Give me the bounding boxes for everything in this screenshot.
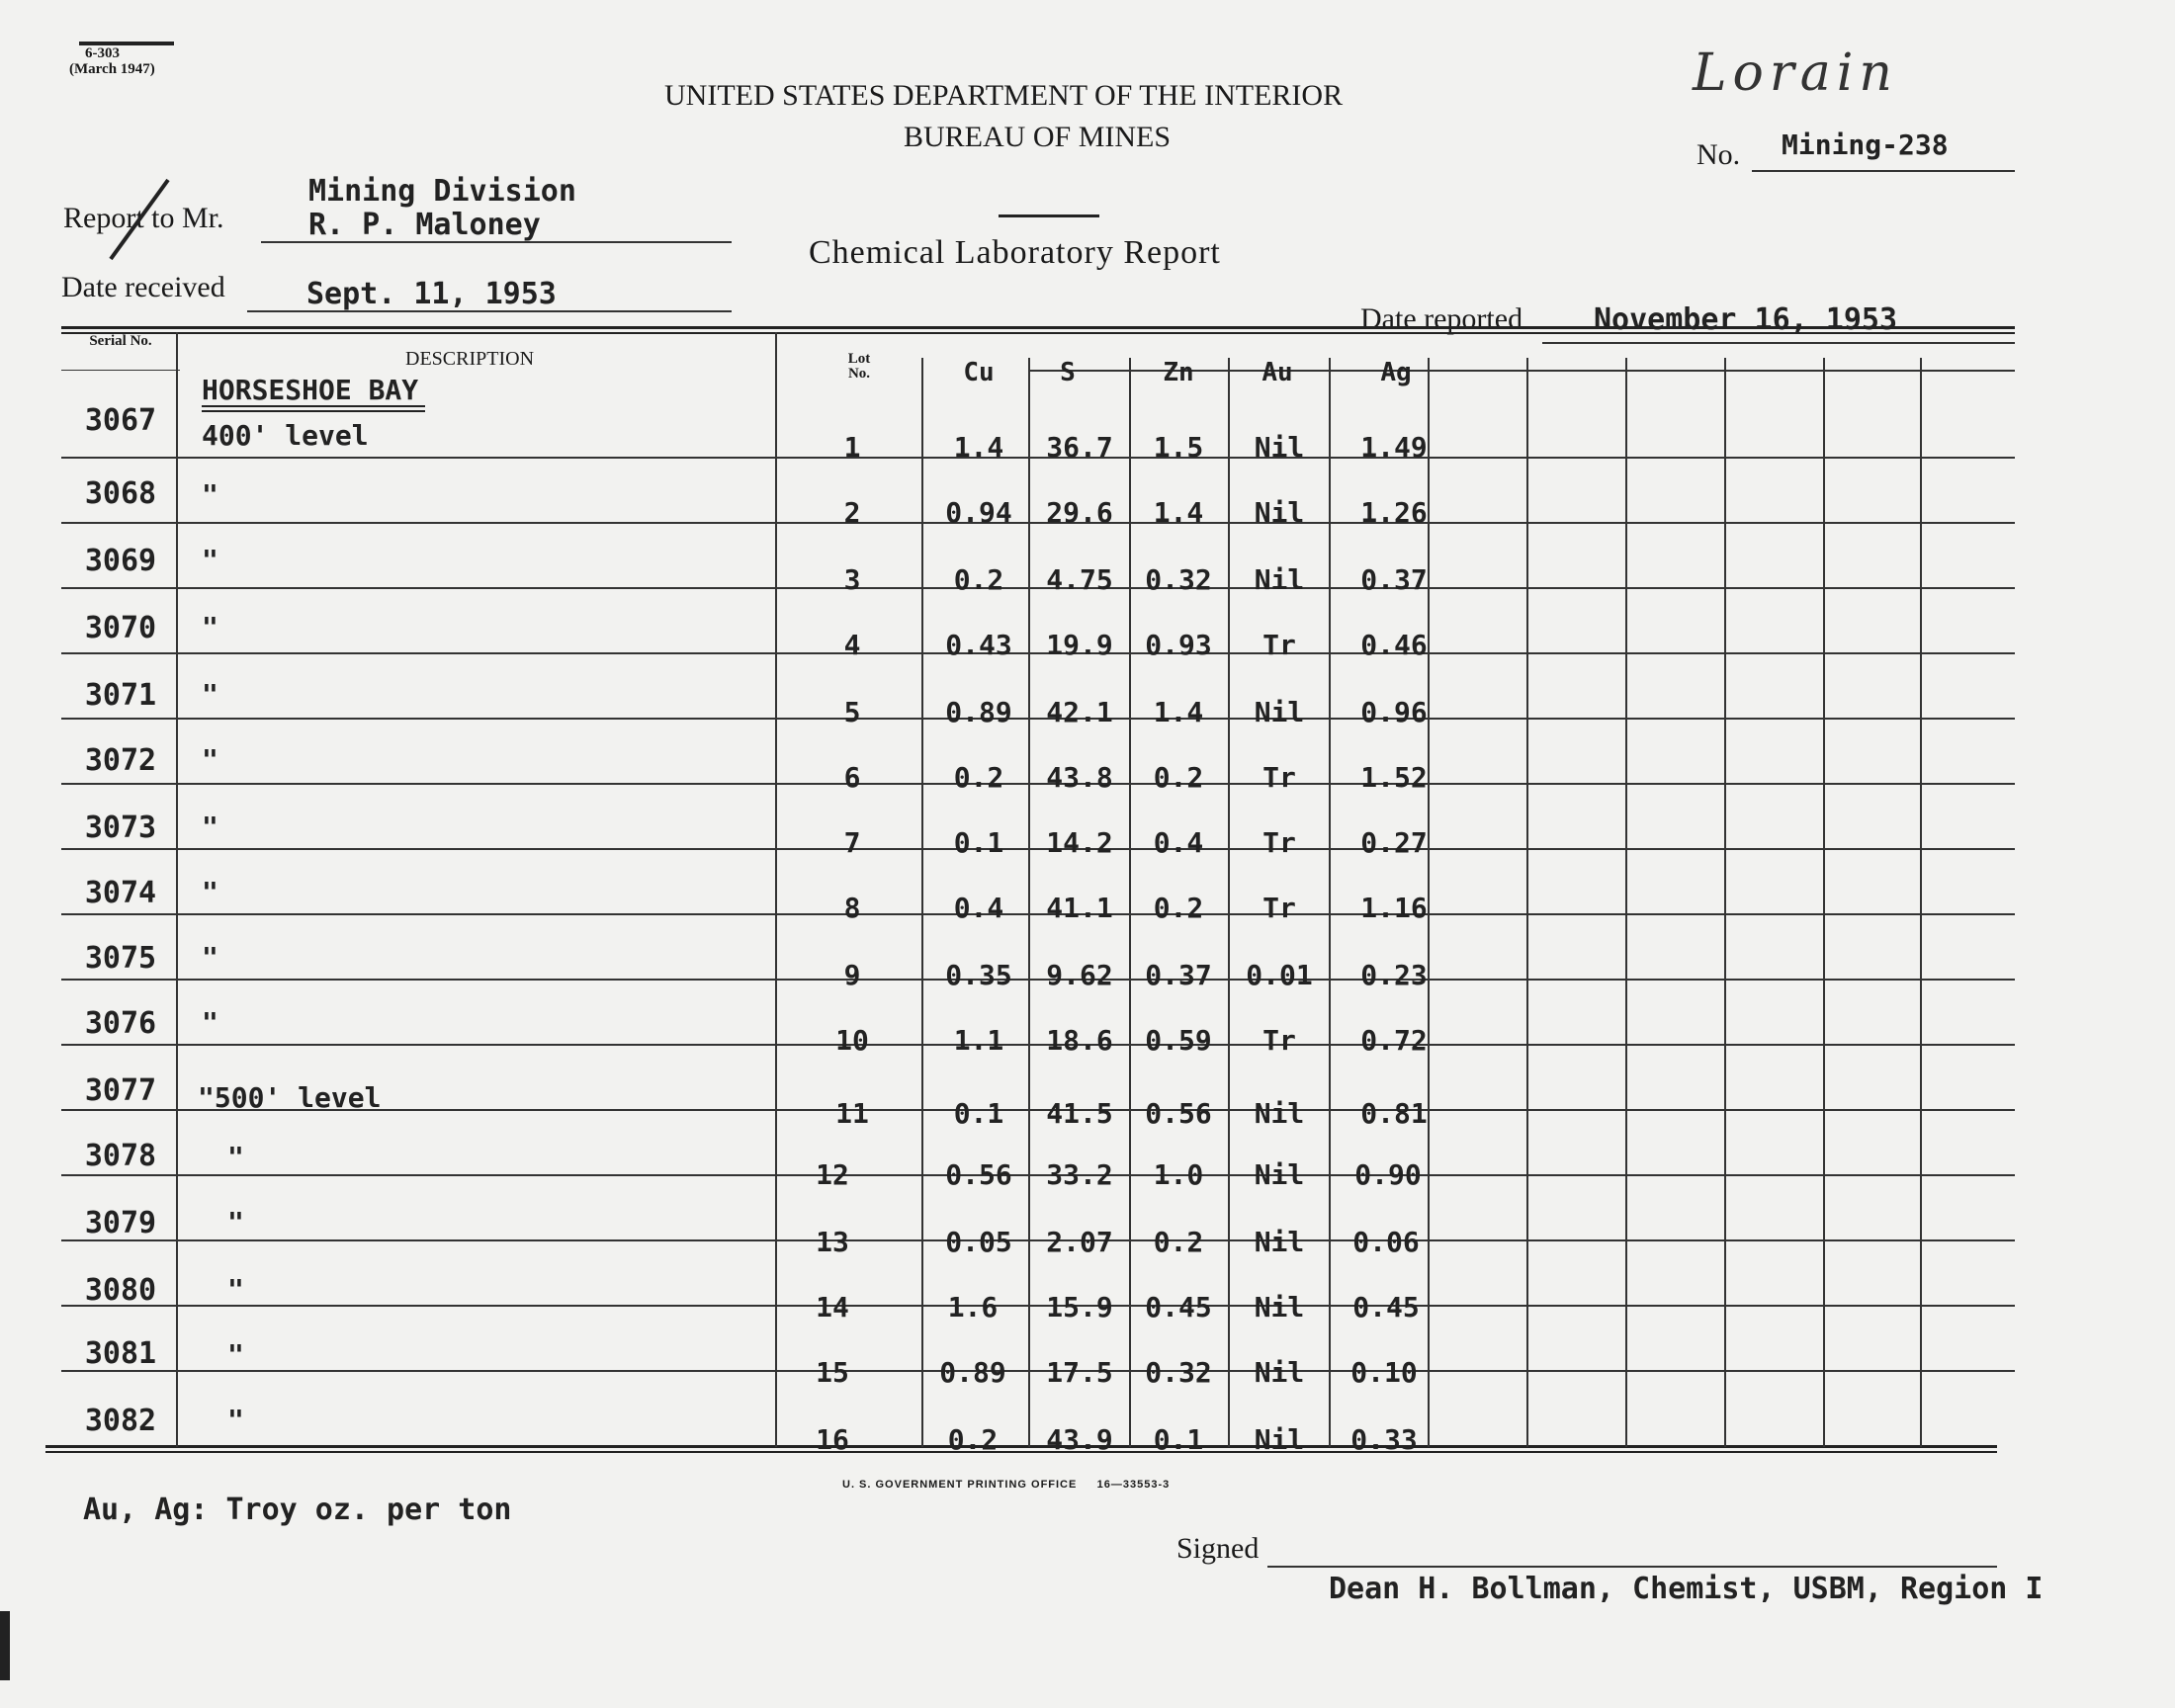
au-cell: 0.01 [1246, 959, 1313, 991]
serial-cell: 3078 [84, 1139, 157, 1173]
title-rule [999, 214, 1099, 217]
s-cell: 9.62 [1046, 959, 1113, 991]
serial-cell: 3075 [84, 941, 157, 976]
description-cell: " [227, 1206, 244, 1238]
zn-cell: 0.93 [1145, 629, 1212, 661]
ag-cell: 0.81 [1360, 1097, 1428, 1130]
zn-cell: 0.32 [1145, 1356, 1212, 1389]
s-cell: 18.6 [1046, 1024, 1113, 1057]
serial-cell: 3070 [84, 611, 157, 645]
zn-cell: 0.2 [1153, 761, 1204, 794]
serial-cell: 3067 [84, 403, 157, 438]
lot-cell: 1 [843, 431, 861, 464]
lot-cell: 11 [835, 1097, 869, 1130]
ag-cell: 0.72 [1360, 1024, 1428, 1057]
units-note: Au, Ag: Troy oz. per ton [83, 1493, 512, 1527]
cu-cell: 0.2 [947, 1423, 999, 1456]
report-title: Chemical Laboratory Report [809, 234, 1221, 271]
description-cell: " [202, 611, 218, 643]
cu-cell: 0.4 [953, 892, 1004, 924]
lot-cell: 5 [843, 696, 861, 728]
s-cell: 36.7 [1046, 431, 1113, 464]
ag-cell: 0.46 [1360, 629, 1428, 661]
handwritten-note: Lorain [1693, 43, 1898, 103]
signed-label: Signed [1176, 1532, 1260, 1565]
zn-cell: 0.59 [1145, 1024, 1212, 1057]
lot-cell: 12 [816, 1158, 849, 1191]
au-cell: Nil [1254, 696, 1305, 728]
description-cell: " [227, 1338, 244, 1371]
cu-cell: 0.2 [953, 563, 1004, 596]
agency-title: UNITED STATES DEPARTMENT OF THE INTERIOR [664, 79, 1344, 112]
serial-header-rule [61, 370, 180, 371]
ag-cell: 0.27 [1360, 826, 1428, 859]
ag-cell: 0.45 [1352, 1291, 1420, 1324]
lot-cell: 16 [816, 1423, 849, 1456]
form-id-rule [79, 42, 174, 45]
zn-cell: 1.5 [1153, 431, 1204, 464]
description-cell: " [227, 1273, 244, 1306]
cu-cell: 0.2 [953, 761, 1004, 794]
au-cell: Nil [1254, 1423, 1305, 1456]
lot-cell: 3 [843, 563, 861, 596]
description-cell: " [202, 478, 218, 511]
printer-line: U. S. GOVERNMENT PRINTING OFFICE 16—33553-3 [842, 1479, 1171, 1491]
lot-header: Lot No. [847, 351, 871, 382]
zn-cell: 1.0 [1153, 1158, 1204, 1191]
zn-cell: 0.37 [1145, 959, 1212, 991]
serial-cell: 3076 [84, 1006, 157, 1041]
serial-cell: 3069 [84, 544, 157, 578]
serial-cell: 3071 [84, 678, 157, 713]
report-to-label: Report to Mr. [63, 202, 224, 234]
form-id: 6-303 [85, 45, 120, 61]
zn-cell: 0.2 [1153, 892, 1204, 924]
signature-rule [1267, 1566, 1997, 1568]
description-cell: 400' level [202, 419, 369, 452]
lot-cell: 6 [843, 761, 861, 794]
s-cell: 14.2 [1046, 826, 1113, 859]
col-divider-serial [176, 332, 178, 1447]
cu-cell: 0.89 [939, 1356, 1006, 1389]
serial-cell: 3082 [84, 1404, 157, 1438]
au-cell: Nil [1254, 563, 1305, 596]
cu-cell: 0.56 [945, 1158, 1012, 1191]
lot-cell: 2 [843, 496, 861, 529]
col-header-cu: Cu [963, 358, 995, 387]
cu-cell: 1.6 [947, 1291, 999, 1324]
ag-cell: 0.06 [1352, 1226, 1420, 1258]
location-underline-2 [202, 410, 425, 412]
description-cell: " [202, 941, 218, 974]
ag-cell: 0.37 [1360, 563, 1428, 596]
s-cell: 19.9 [1046, 629, 1113, 661]
description-cell: " [202, 811, 218, 843]
table-top-rule [61, 326, 2015, 334]
cu-cell: 0.05 [945, 1226, 1012, 1258]
report-no: Mining-238 [1782, 128, 1949, 161]
au-cell: Nil [1254, 1356, 1305, 1389]
ag-cell: 1.16 [1360, 892, 1428, 924]
zn-cell: 0.1 [1153, 1423, 1204, 1456]
zn-cell: 0.32 [1145, 563, 1212, 596]
lot-cell: 14 [816, 1291, 849, 1324]
zn-cell: 0.4 [1153, 826, 1204, 859]
lot-cell: 8 [843, 892, 861, 924]
description-cell: " [227, 1404, 244, 1436]
date-reported-label: Date reported [1360, 302, 1523, 335]
form-date: (March 1947) [69, 61, 155, 77]
report-to-name: R. P. Maloney [308, 208, 541, 242]
zn-cell: 1.4 [1153, 496, 1204, 529]
zn-cell: 0.56 [1145, 1097, 1212, 1130]
date-reported: November 16, 1953 [1594, 302, 1898, 337]
date-reported-rule [1542, 342, 2015, 344]
cu-cell: 0.89 [945, 696, 1012, 728]
pen-mark [99, 176, 178, 265]
serial-cell: 3077 [84, 1073, 157, 1108]
au-cell: Nil [1254, 1097, 1305, 1130]
location-heading: HORSESHOE BAY [202, 374, 419, 406]
description-cell: " [202, 678, 218, 711]
zn-cell: 0.45 [1145, 1291, 1212, 1324]
ag-cell: 1.26 [1360, 496, 1428, 529]
au-cell: Tr [1262, 1024, 1296, 1057]
lot-cell: 10 [835, 1024, 869, 1057]
col-header-ag: Ag [1380, 358, 1412, 387]
report-to-rule [261, 241, 732, 243]
ag-cell: 0.90 [1354, 1158, 1422, 1191]
description-cell: " [227, 1141, 244, 1173]
s-cell: 42.1 [1046, 696, 1113, 728]
s-cell: 2.07 [1046, 1226, 1113, 1258]
au-cell: Tr [1262, 629, 1296, 661]
lot-cell: 7 [843, 826, 861, 859]
serial-cell: 3074 [84, 876, 157, 910]
ag-cell: 0.33 [1350, 1423, 1418, 1456]
zn-cell: 0.2 [1153, 1226, 1204, 1258]
zn-cell: 1.4 [1153, 696, 1204, 728]
serial-cell: 3081 [84, 1336, 157, 1371]
au-cell: Nil [1254, 496, 1305, 529]
ag-cell: 1.52 [1360, 761, 1428, 794]
serial-header: Serial No. [89, 333, 152, 349]
col-header-au: Au [1262, 358, 1293, 387]
serial-cell: 3079 [84, 1206, 157, 1240]
cu-cell: 0.1 [953, 1097, 1004, 1130]
serial-cell: 3068 [84, 476, 157, 511]
lot-cell: 13 [816, 1226, 849, 1258]
bureau-title: BUREAU OF MINES [904, 121, 1172, 153]
scan-edge-mark [0, 1611, 10, 1680]
col-header-zn: Zn [1163, 358, 1194, 387]
s-cell: 29.6 [1046, 496, 1113, 529]
cu-cell: 0.94 [945, 496, 1012, 529]
au-cell: Nil [1254, 1158, 1305, 1191]
ag-cell: 1.49 [1360, 431, 1428, 464]
s-cell: 4.75 [1046, 563, 1113, 596]
au-cell: Tr [1262, 892, 1296, 924]
report-no-label: No. [1696, 138, 1741, 171]
au-cell: Nil [1254, 431, 1305, 464]
s-cell: 43.9 [1046, 1423, 1113, 1456]
col-header-s: S [1060, 358, 1076, 387]
au-cell: Nil [1254, 1291, 1305, 1324]
s-cell: 15.9 [1046, 1291, 1113, 1324]
date-received-rule [247, 310, 732, 312]
description-cell: " [202, 544, 218, 576]
ag-cell: 0.10 [1350, 1356, 1418, 1389]
date-received: Sept. 11, 1953 [306, 277, 557, 311]
s-cell: 17.5 [1046, 1356, 1113, 1389]
cu-cell: 0.35 [945, 959, 1012, 991]
description-header: DESCRIPTION [405, 348, 535, 370]
date-received-label: Date received [61, 271, 225, 303]
description-cell: " [202, 1006, 218, 1039]
cu-cell: 1.4 [953, 431, 1004, 464]
s-cell: 41.5 [1046, 1097, 1113, 1130]
lot-cell: 4 [843, 629, 861, 661]
col-divider-desc [775, 332, 777, 1447]
description-cell: " [202, 743, 218, 776]
s-cell: 43.8 [1046, 761, 1113, 794]
s-cell: 41.1 [1046, 892, 1113, 924]
s-cell: 33.2 [1046, 1158, 1113, 1191]
report-no-rule [1752, 170, 2015, 172]
description-cell: "500' level [198, 1081, 382, 1114]
description-cell: " [202, 876, 218, 908]
signer-name: Dean H. Bollman, Chemist, USBM, Region I [1329, 1572, 2044, 1606]
serial-cell: 3072 [84, 743, 157, 778]
au-cell: Tr [1262, 826, 1296, 859]
lot-cell: 9 [843, 959, 861, 991]
serial-cell: 3073 [84, 811, 157, 845]
serial-cell: 3080 [84, 1273, 157, 1308]
cu-cell: 0.43 [945, 629, 1012, 661]
cu-cell: 0.1 [953, 826, 1004, 859]
ag-cell: 0.96 [1360, 696, 1428, 728]
cu-cell: 1.1 [953, 1024, 1004, 1057]
division-name: Mining Division [308, 174, 576, 209]
lot-cell: 15 [816, 1356, 849, 1389]
au-cell: Tr [1262, 761, 1296, 794]
au-cell: Nil [1254, 1226, 1305, 1258]
ag-cell: 0.23 [1360, 959, 1428, 991]
